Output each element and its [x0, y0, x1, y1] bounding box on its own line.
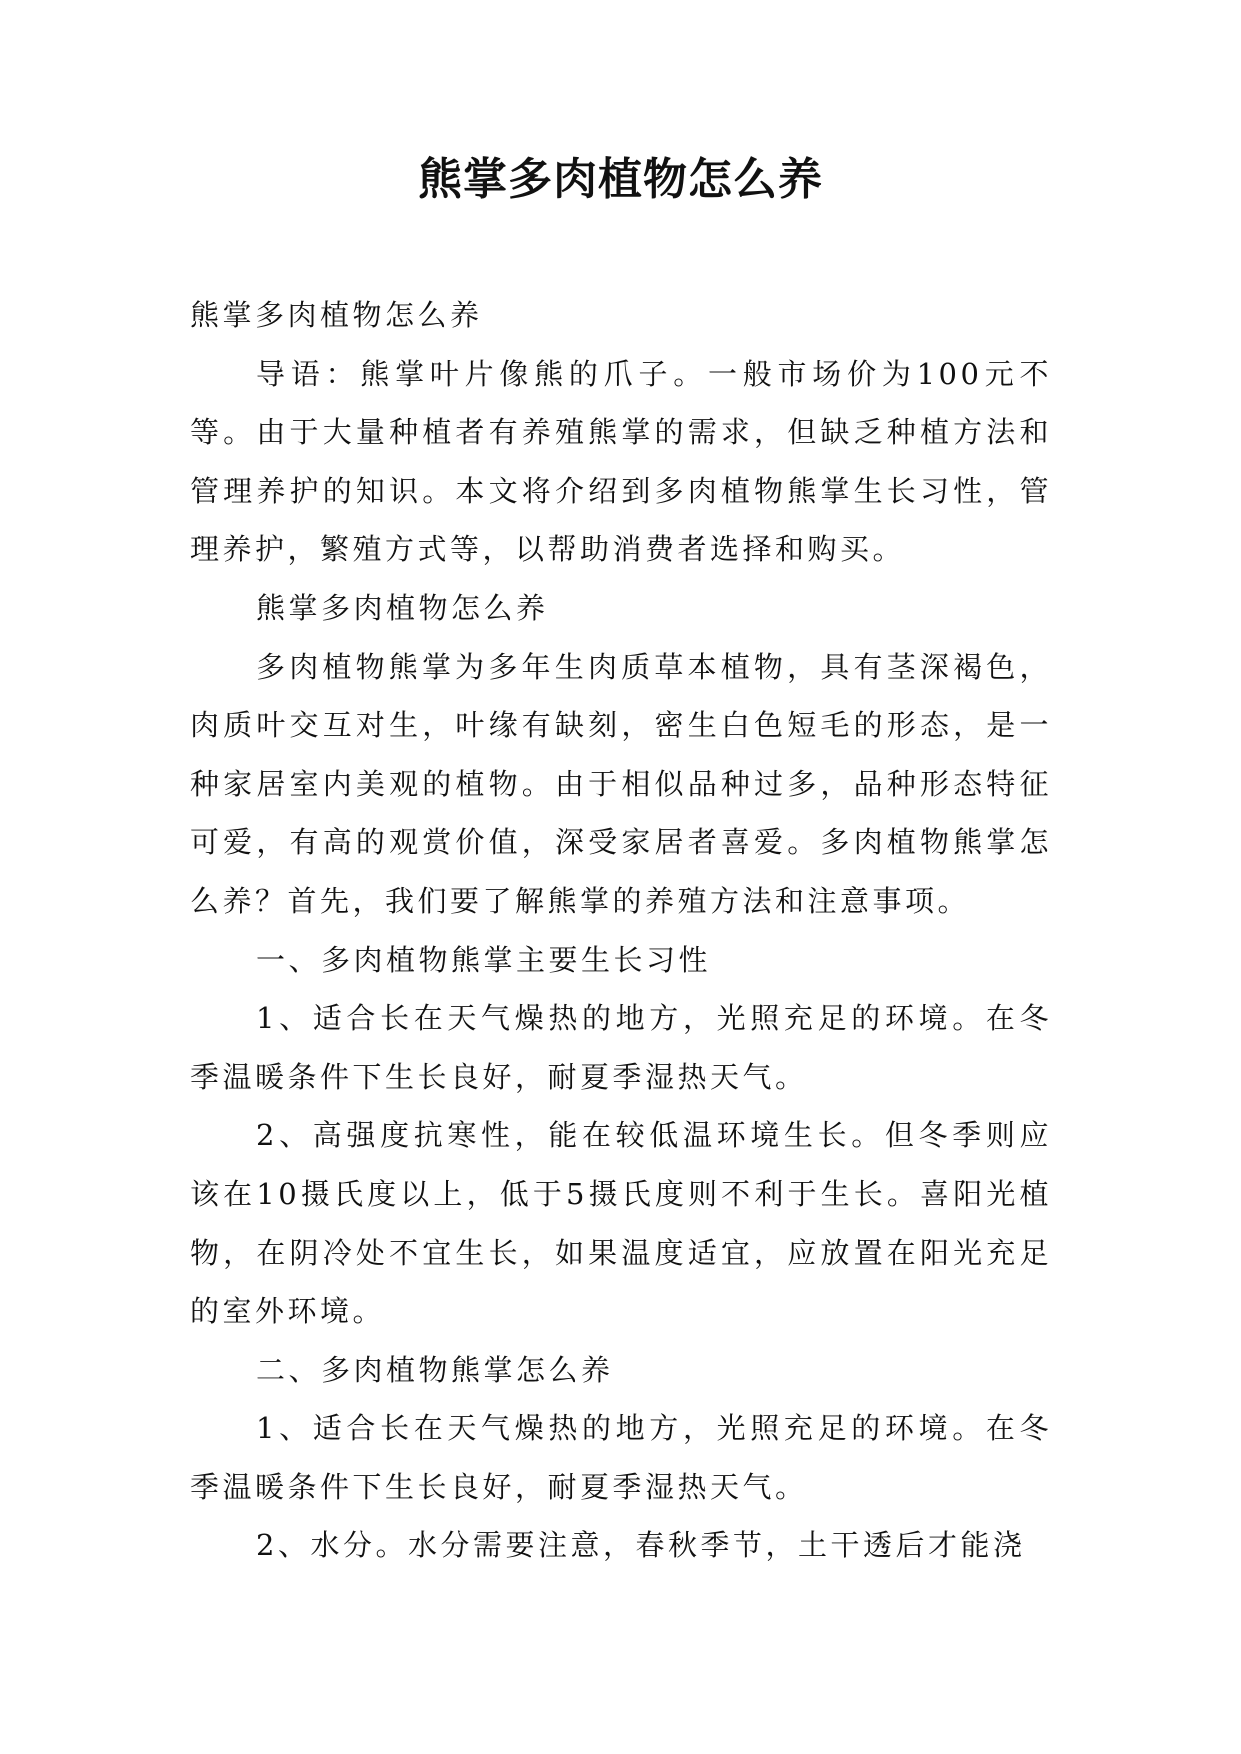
paragraph-habit-1: 1、适合长在天气燥热的地方，光照充足的环境。在冬季温暖条件下生长良好，耐夏季湿热天气。	[190, 1001, 1052, 1094]
paragraph-subheading: 熊掌多肉植物怎么养	[256, 590, 549, 625]
paragraph-habit-2: 2、高强度抗寒性，能在较低温环境生长。但冬季则应该在10摄氏度以上，低于5摄氏度则不利于生长。喜阳光植物，在阴冷处不宜生长，如果温度适宜，应放置在阳光充足的室外环境。	[190, 1118, 1052, 1329]
paragraph-description: 多肉植物熊掌为多年生肉质草本植物，具有茎深褐色，肉质叶交互对生，叶缘有缺刻，密生白色短毛的形态，是一种家居室内美观的植物。由于相似品种过多，品种形态特征可爱，有高的观赏价值，深受家居者喜爱。多肉植物熊掌怎么养？首先，我们要了解熊掌的养殖方法和注意事项。	[190, 649, 1052, 918]
paragraph-intro: 导语：熊掌叶片像熊的爪子。一般市场价为100元不等。由于大量种植者有养殖熊掌的需求，但缺乏种植方法和管理养护的知识。本文将介绍到多肉植物熊掌生长习性，管理养护，繁殖方式等，以帮助消费者选择和购买。	[190, 356, 1052, 567]
section-heading-care: 二、多肉植物熊掌怎么养	[256, 1352, 614, 1387]
paragraph-care-1: 1、适合长在天气燥热的地方，光照充足的环境。在冬季温暖条件下生长良好，耐夏季湿热天气。	[190, 1411, 1052, 1504]
paragraph-care-2: 2、水分。水分需要注意，春秋季节，土干透后才能浇	[256, 1528, 1026, 1563]
document-body	[190, 286, 1052, 1575]
section-heading-growth-habits: 一、多肉植物熊掌主要生长习性	[256, 942, 712, 977]
paragraph-heading: 熊掌多肉植物怎么养	[190, 298, 483, 332]
document-title: 熊掌多肉植物怎么养	[418, 154, 823, 205]
